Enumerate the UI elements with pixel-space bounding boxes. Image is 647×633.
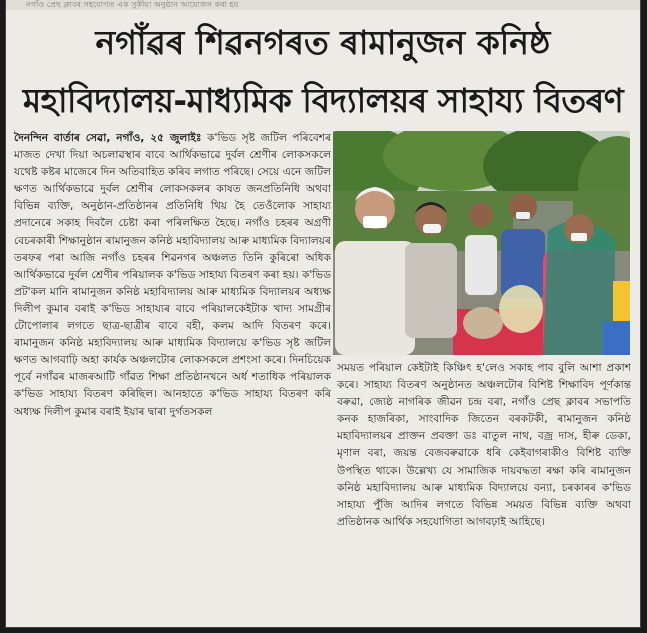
newspaper-clipping: [6, 0, 640, 627]
article-right-column: সময়ত পৰিয়াল কেইটাই কিঞ্চিৎ হ'লেও সকাহ পাব বুলি আশা প্ৰকাশ কৰে। সাহায্য বিতৰণ অনুষ্ঠানত অঞ্চলটোৰ বিশিষ্ট শিক্ষাবিদ পূৰ্ণকান্ত বৰুৱা, জ্যেষ্ঠ নাগৰিক জীৱন চন্দ্ৰ বৰা, নগাঁও প্ৰেছ ক্লাবৰ সভাপতি কনক হাজৰিকা, সাংবাদিক জিতেন বৰকটকী, ৰামানুজন কনিষ্ঠ মহাবিদ্যালয়ৰ প্ৰাক্তন প্ৰবক্তা ডঃ বাতুল নাথ, বজ্ৰ দাস, হীৰু ডেকা, মৃণাল বৰা, জয়ন্ত বেজবৰুৱাকে ধৰি কেইবাগৰাকীও বিশিষ্ট ব্যক্তি উপস্থিত থাকে। উল্লেখ্য যে সামাজিক দায়বদ্ধতা ৰক্ষা কৰি ৰামানুজন কনিষ্ঠ মহাবিদ্যালয় আৰু মাধ্যমিক বিদ্যালয়ে বন্যা, চৰকাৰৰ ক'ভিড সাহায্য পুঁজি আদিৰ লগতে বিভিন্ন সময়ত বিভিন্ন ব্যক্তি অথবা প্ৰতিষ্ঠানক আৰ্থিক সহযোগিতা আগবঢ়াই আহিছে।: [337, 362, 631, 528]
dateline: দৈনন্দিন বাৰ্তাৰ সেৱা, নগাঁও, ২৫ জুলাইঃ: [14, 132, 202, 144]
photo-illustration: [333, 131, 630, 355]
headline-line-2: মহাবিদ্যালয়-মাধ্যমিক বিদ্যালয়ৰ সাহায্য বিতৰণ: [22, 81, 624, 120]
headline: [6, 14, 640, 130]
left-column-body: ক'ভিড সৃষ্ট জটিল পৰিবেশৰ মাজত দেখা দিয়া অচলাৱস্থাৰ বাবে আৰ্থিকভাৱে দুৰ্বল শ্ৰেণীৰ লোকসকলে যথেষ্ট কষ্টৰ মাজেৰে দিন অতিবাহিত কৰিব লগাত পৰিছে। সেয়ে এনে জটিল ক্ষণত আৰ্থিকভাৱে দুৰ্বল শ্ৰেণীৰ লোকসকলৰ কাষত জনপ্ৰতিনিধি অথবা বিভিন্ন ব্যক্তি, অনুষ্ঠান-প্ৰতিষ্ঠানৰ প্ৰতিনিধি থিয় হৈ তেওঁলোক সাহায্য প্ৰদানেৰে সকাহ দিবলৈ চেষ্টা কৰা পৰিলক্ষিত হৈছে। নগাঁও চহৰৰ অগ্ৰণী বেচৰকাৰী শিক্ষানুষ্ঠান ৰামানুজন কনিষ্ঠ মহাবিদ্যালয় আৰু মাধ্যমিক বিদ্যালয়ৰ তৰফৰ পৰা আজি নগাঁও চহৰৰ শিৱনগৰ অঞ্চলত তিনি কুৰিৰো অধিক আৰ্থিকভাৱে দুৰ্বল শ্ৰেণীৰ পৰিয়ালক ক'ভিড সাহায্য বিতৰণ কৰা হয়। ক'ভিড প্ৰট'কল মানি ৰামানুজন কনিষ্ঠ মহাবিদ্যালয় আৰু মাধ্যমিক বিদ্যালয়ৰ অধ্যক্ষ দিলীপ কুমাৰ বৰাই ক'ভিড সাহায্যৰ বাবে পৰিয়ালকেইটাক খাদ্য সামগ্ৰীৰ টোপোলাৰ লগতে ছাত্ৰ-ছাত্ৰীৰ বাবে বহী, কলম আদি বিতৰণ কৰে। ৰামানুজন কনিষ্ঠ মহাবিদ্যালয় আৰু মাধ্যমিক বিদ্যালয়ে ক'ভিড সৃষ্ট জটিল ক্ষণত আগবাঢ়ি অহা কাৰ্যক অঞ্চলটোৰ লোকসকলে প্ৰশংসা কৰে। দিনচিয়েক পূৰ্বে নগাঁৱৰ মাজৰআটি গাঁৱত শিক্ষা প্ৰতিষ্ঠানখনে অৰ্ধ শতাধিক পৰিয়ালক ক'ভিড সাহায্য বিতৰণ কৰিছিল। আনহাতে ক'ভিড সাহায্য বিতৰণ কৰি অধ্যক্ষ দিলীপ কুমাৰ বৰাই ইয়াৰ দ্বাৰা দুৰ্গতসকল: [14, 132, 331, 418]
news-photo: [333, 131, 630, 355]
top-strip-text: নগাঁও প্ৰেছ ক্লাবৰ সহযোগত এক সুকীয়া অনুষ্ঠান আয়োজন কৰা হয়: [6, 0, 640, 10]
headline-line-1: নগাঁৱৰ শিৱনগৰত ৰামানুজন কনিষ্ঠ: [95, 23, 551, 62]
article-left-column: [14, 130, 331, 624]
